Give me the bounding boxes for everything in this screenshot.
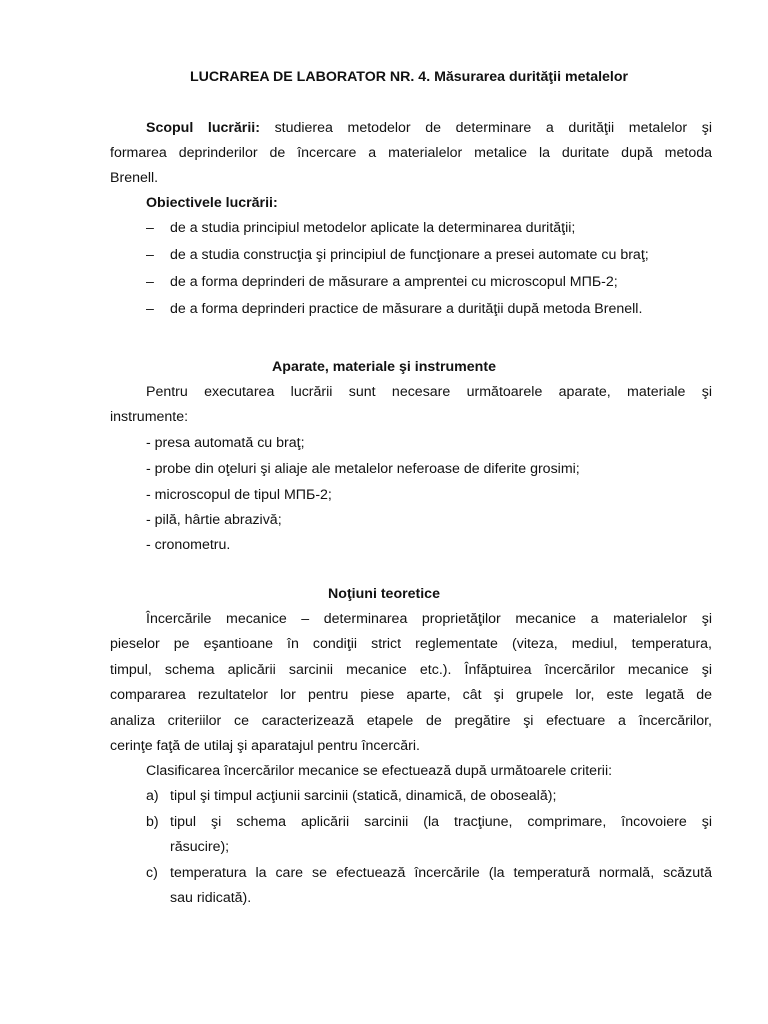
equipment-item: - cronometru.	[146, 537, 231, 553]
equipment-item: - probe din oţeluri şi aliaje ale metalelor neferoase de diferite grosimi;	[146, 461, 580, 477]
criteria-marker: a)	[146, 788, 159, 804]
criteria-marker: b)	[146, 814, 159, 830]
paragraph-line: cerinţe faţă de utilaj şi aparatajul pentru încercări.	[110, 738, 420, 754]
paragraph-line: compararea rezultatelor lor pentru piese aparte, cât şi grupele lor, este legată de	[110, 687, 712, 703]
paragraph-line: analiza criteriilor ce caracterizează etapele de pregătire şi efectuare a încercărilor,	[110, 713, 712, 729]
list-dash: –	[146, 301, 154, 317]
criteria-text: sau ridicată).	[170, 890, 252, 906]
objective-text: de a studia principiul metodelor aplicate la determinarea durităţii;	[170, 220, 576, 236]
paragraph-line: pieselor pe eşantioane în condiţii strict reglementate (viteza, mediul, temperatura,	[110, 636, 712, 652]
criteria-text: răsucire);	[170, 839, 230, 855]
objective-text: de a forma deprinderi practice de măsurare a durităţii după metoda Brenell.	[170, 301, 643, 317]
equipment-intro-line-2: instrumente:	[110, 409, 189, 425]
equipment-intro-line-1: Pentru executarea lucrării sunt necesare următoarele aparate, materiale şi	[146, 384, 712, 400]
objectives-heading: Obiectivele lucrării:	[146, 195, 278, 211]
criteria-text: tipul şi timpul acţiunii sarcinii (statică, dinamică, de oboseală);	[170, 788, 557, 804]
paragraph-line: timpul, schema aplicării sarcinii mecanice etc.). Înfăptuirea încercărilor mecanice şi	[110, 662, 712, 678]
list-dash: –	[146, 220, 154, 236]
equipment-item: - presa automată cu braţ;	[146, 435, 305, 451]
criteria-text: temperatura la care se efectuează încercările (la temperatură normală, scăzută	[170, 865, 712, 881]
paragraph-line: Încercările mecanice – determinarea proprietăţilor mecanice a materialelor şi	[146, 611, 712, 627]
theory-heading: Noţiuni teoretice	[328, 586, 440, 602]
scope-text: studierea metodelor de determinare a durităţii metalelor şi	[274, 120, 712, 136]
scope-label: Scopul lucrării:	[146, 120, 260, 136]
document-title: LUCRAREA DE LABORATOR NR. 4. Măsurarea durităţii metalelor	[190, 69, 629, 85]
equipment-item: - pilă, hârtie abrazivă;	[146, 512, 282, 528]
equipment-item: - microscopul de tipul МПБ-2;	[146, 487, 332, 503]
scope-line-3: Brenell.	[110, 170, 159, 186]
list-dash: –	[146, 247, 154, 263]
criteria-text: tipul şi schema aplicării sarcinii (la tracţiune, comprimare, încovoiere şi	[170, 814, 712, 830]
list-dash: –	[146, 274, 154, 290]
scope-line-2: formarea deprinderilor de încercare a materialelor metalice la duritate după metoda	[110, 145, 712, 161]
theory-paragraph-2: Clasificarea încercărilor mecanice se efectuează după următoarele criterii:	[146, 763, 613, 779]
scope-line-1	[146, 119, 712, 137]
criteria-marker: c)	[146, 865, 158, 881]
equipment-heading: Aparate, materiale şi instrumente	[272, 359, 496, 375]
objective-text: de a studia construcţia şi principiul de funcţionare a presei automate cu braţ;	[170, 247, 649, 263]
objective-text: de a forma deprinderi de măsurare a amprentei cu microscopul МПБ-2;	[170, 274, 618, 290]
